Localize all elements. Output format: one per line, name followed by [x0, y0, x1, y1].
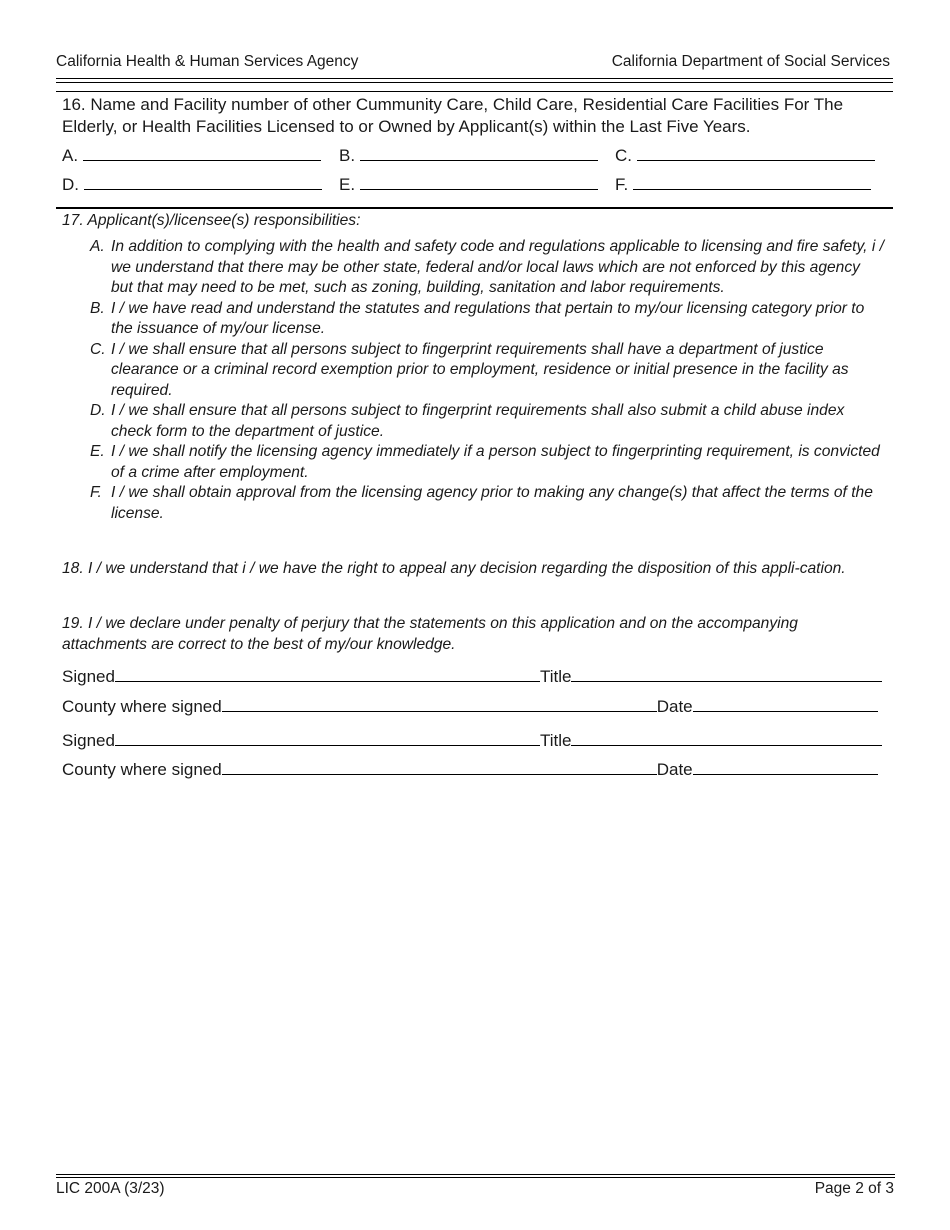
- item-letter: D.: [90, 402, 106, 419]
- section-rule-top: [56, 91, 893, 92]
- item-letter: E.: [90, 443, 105, 460]
- header-agency: California Health & Human Services Agency: [56, 53, 359, 70]
- signed-label: Signed: [62, 667, 115, 686]
- item-letter: C.: [90, 340, 106, 358]
- field-label: E.: [339, 175, 356, 194]
- signed-field[interactable]: [115, 667, 540, 682]
- q16-text: 16. Name and Facility number of other Cummunity Care, Child Care, Residential Care Facilities For The Elderly, or Health Facilities Licensed to or Owned by Applicant(s) within the Last Five Years.: [62, 95, 844, 136]
- signed-field[interactable]: [115, 731, 540, 746]
- field-label: F.: [615, 175, 629, 194]
- q17-item-e: [90, 442, 885, 483]
- header-rule-1: [56, 78, 893, 79]
- date-label: Date: [656, 697, 693, 716]
- page-number: Page 2 of 3: [814, 1180, 894, 1197]
- county-label: County where signed: [62, 697, 222, 716]
- county-row-2: [62, 760, 882, 782]
- title-label: Title: [539, 667, 572, 686]
- q17-item-b: [90, 299, 885, 340]
- field-label: C.: [615, 146, 632, 165]
- q16-field-c[interactable]: [615, 146, 875, 166]
- item-text: In addition to complying with the health and safety code and regulations applicable to licensing and fire safety, i / we understand that there may be other state, federal and/or local laws which are not enforced by this agency but that may need to be met, such as zoning, building, sanitation and labor requirements.: [111, 238, 884, 296]
- date-field[interactable]: [693, 697, 878, 712]
- item-letter: A.: [90, 238, 105, 255]
- q17-item-f: [90, 483, 885, 524]
- date-label: Date: [656, 760, 693, 779]
- title-label: Title: [539, 731, 572, 750]
- field-label: B.: [339, 146, 356, 165]
- signed-label: Signed: [62, 731, 115, 750]
- q17-list: [90, 237, 885, 524]
- item-text: I / we have read and understand the statutes and regulations that pertain to my/our licensing category prior to the issuance of my/our license.: [111, 299, 865, 337]
- item-text: I / we shall notify the licensing agency immediately if a person subject to fingerprinting requirement, is convicted of a crime after employment.: [111, 443, 880, 481]
- footer-rule-2: [56, 1177, 895, 1178]
- title-field[interactable]: [571, 667, 882, 682]
- item-letter: F.: [90, 484, 102, 501]
- title-field[interactable]: [571, 731, 882, 746]
- footer-rule-1: [56, 1174, 895, 1175]
- item-letter: B.: [90, 299, 105, 317]
- item-text: I / we shall ensure that all persons subject to fingerprint requirements shall also submit a child abuse index check form to the department of justice.: [111, 402, 845, 440]
- item-text: I / we shall obtain approval from the licensing agency prior to making any change(s) that affect the terms of the license.: [111, 484, 873, 522]
- header-department: California Department of Social Services: [611, 53, 890, 70]
- county-row-1: [62, 697, 882, 719]
- q16-row-2: [62, 175, 892, 197]
- county-field[interactable]: [222, 760, 657, 775]
- county-label: County where signed: [62, 760, 222, 779]
- signature-row-1: [62, 667, 882, 689]
- q17-item-c: [90, 340, 885, 402]
- header-rule-2: [56, 82, 893, 83]
- q16-row-1: [62, 146, 892, 168]
- form-number: LIC 200A (3/23): [56, 1180, 165, 1197]
- q16-field-f[interactable]: [615, 175, 871, 195]
- q16-field-e[interactable]: [339, 175, 598, 195]
- item-text: I / we shall ensure that all persons subject to fingerprint requirements shall have a department of justice clearance or a criminal record exemption prior to employment, residence or initial presence in the facility as required.: [111, 340, 849, 399]
- field-label: A.: [62, 146, 79, 165]
- q19-text: 19. I / we declare under penalty of perjury that the statements on this application and on the accompanying attachments are correct to the best of my/our knowledge.: [62, 615, 798, 653]
- q16-field-a[interactable]: [62, 146, 321, 166]
- q16-field-b[interactable]: [339, 146, 598, 166]
- q17-title: 17. Applicant(s)/licensee(s) responsibilities:: [62, 212, 361, 229]
- q16-field-d[interactable]: [62, 175, 322, 195]
- q17-item-d: [90, 401, 885, 442]
- date-field[interactable]: [693, 760, 878, 775]
- county-field[interactable]: [222, 697, 657, 712]
- q18-text: 18. I / we understand that i / we have the right to appeal any decision regarding the disposition of this appli-cation.: [62, 560, 846, 577]
- section-rule-q17: [56, 207, 893, 209]
- field-label: D.: [62, 175, 79, 194]
- q17-item-a: [90, 237, 885, 299]
- signature-row-2: [62, 731, 882, 753]
